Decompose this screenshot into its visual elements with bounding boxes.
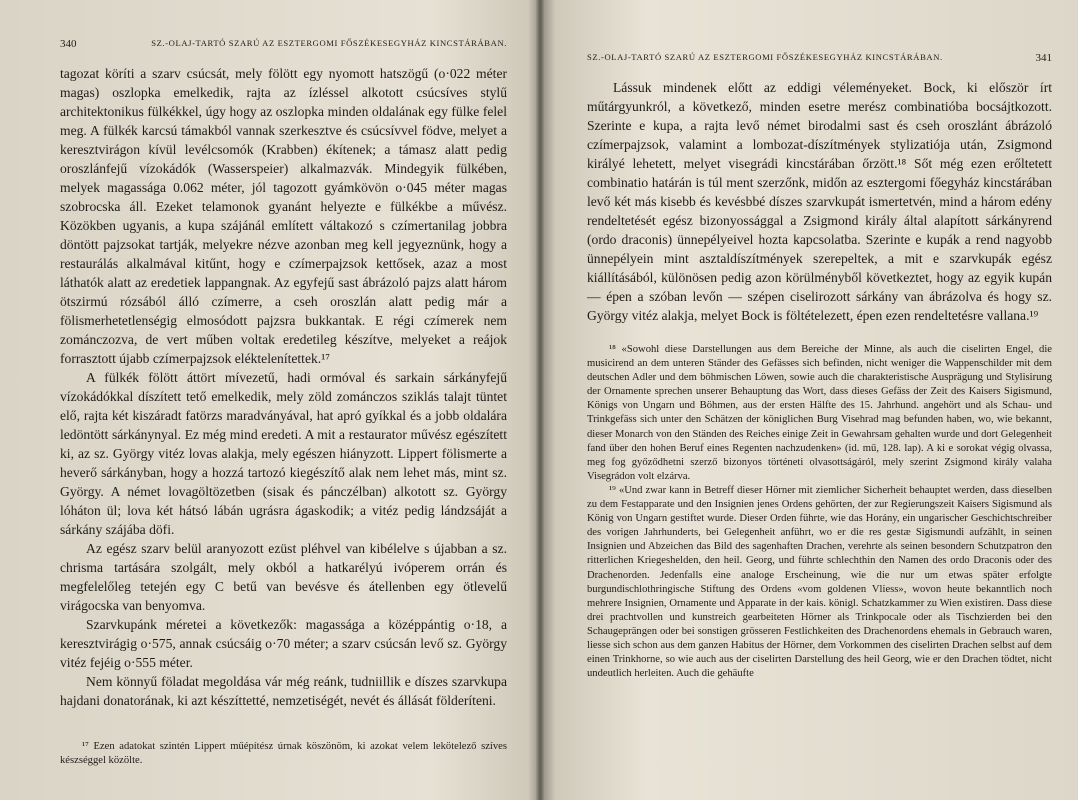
running-head — [60, 38, 507, 50]
body-text — [60, 64, 507, 710]
paragraph: Lássuk mindenek előtt az eddigi véleményeket. Bock, ki először írt műtárgyunkról, a következő, minden esetre merész combinatióba bocsájtkozott. Szerinte e kupa, a rajta levő német birodalmi sast és cseh oroszlánt ábrázoló czímerpajzsok, valamint a lombozat-díszítmények stylizatiója után, Zsigmond királyé lehetett, melyet visegrádi kincstárában őrzött.¹⁸ Sőt még ezen erőltetett combinatio határán is túl ment szerzőnk, midőn az esztergomi főegyház kincstárában levő két más kisebb és kevésbbé díszes szarvkupát ismertetvén, mind a három edény rendeltetését egész bizonyossággal a Zsigmond király által alapított sárkányrend (ordo draconis) ünnepélyeivel hozta kapcsolatba. Szerinte e kupák a rend nagyobb ünnepélyein mint asztaldíszítmények szerepeltek, a mit e szarvkupák egész kiállításából, különösen pedig azon körülményből következtet, hogy az egyik kupán — épen a szóban levőn — szépen ciselirozott sárkány van ábrázolva és hogy sz. György vitéz alakja, melyet Bock is föltételezett, épen ezen rendeltetésre vallana.¹⁹ — [587, 80, 1052, 323]
page-number: 341 — [1035, 52, 1052, 64]
paragraph: A fülkék fölött áttört mívezetű, hadi ormóval és sarkain sárkányfejű vízokádókkal díszített tető emelkedik, mely zöld zománczos sziklás talajt tüntet elő, rajta két kiszáradt fatörzs maradványával, hat apró gyíkkal és a jobb oldalára ledöntött sárkánynyal. Ez még mind eredeti. A mit a restaurator művész egészített ki, az sz. György vitéz lovas alakja, mely egészen hiányzott. Lippert fölismerte a heverő sárkányban, hogy a hozzá tartozó kiegészítő alak nem lehet más, mint sz. György. A német lovagöltözetben (sisak és pánczélban) alkotott sz. György lóháton ül; lova két hátsó lábán ugrásra ágaskodik; a vitéz pedig lándzsáját a sárkány szájába döfi. — [60, 370, 507, 537]
paragraph: tagozat köríti a szarv csúcsát, mely fölött egy nyomott hatszögű (o·022 méter magas) oszlopka emelkedik, rajta az ízléssel alkotott csúcsíves stylű architektonikus fülkékkel, úgy hogy az oszlopka minden oldalának egy fülke felel meg. A fülkék karcsú támakból vannak szerkesztve és csúcsívvel födve, melyet a keresztvirágon kívül levélcsomók (Krabben) ékítenek; a támasz alatt pedig oroszlánfejű vízokádók (Wasserspeier) alkalmazvák. Mindegyik fülkében, melyek magassága 0.062 méter, jól tagozott gyámkövön o·045 méter magas szobrocska áll. Ezeket telamonok gyanánt helyezte e fülkékbe a művész. Közökben ugyanis, a kupa szájánál említett váltakozó s czímertanilag jobbra döntött pajzsokat tartják, melyekre nézve azonban meg kell jegyeznünk, hogy a restaurálás alkalmával kitűnt, hogy e czímerpajzsok kettősek, azaz a most láthatók alatt az eredetiek lappangnak. Az egyfejű sast ábrázoló pajzs alatt három ötszirmú rózsából álló czímerre, a cseh oroszlán alatt pedig már a fölismerhetetlenségig elmosódott pajzsra bukkantak. E régi czímerek nem zománczozva, de vert műben voltak eredetileg készítve, melyeket a reájok forrasztott újabb czímerpajzsok eléktelenítettek.¹⁷ — [60, 66, 507, 366]
left-page — [0, 0, 535, 800]
page-number: 340 — [60, 38, 77, 50]
footnote: ¹⁹ «Und zwar kann in Betreff dieser Hörner mit ziemlicher Sicherheit behauptet werden, dass dieselben zu dem Festapparate und den Insignien jenes Ordens gehörten, der zur Regierungszeit Kaisers Sigismund als König von Ungarn gestiftet wurde. Dieser Orden führte, wie das Horány, ein ungarischer Geschichtschreiber des vorigen Jahrhunderts, bei Gelegenheit anführt, wo er die res gestæ Sigismundi aufzählt, in seinen Insignien und Abzeichen das Bild des sagenhaften Drachen, verehrte als seinen besondern Schutzpatron den ritterlichen Kriegeshelden, den heil. Georg, und führte schlechthin den Namen des ordo Draconis oder des Drachenorden. Jedenfalls eine analoge Erscheinung, wie die nur um etwas später erfolgte burgundischlothringische Stiftung des Ordens «vom goldenen Vliess», wovon heute bekanntlich noch mehrere Insignien, Ornamente und Apparate in der kais. königl. Schatzkammer zu Wien existiren. Dass diese drei prachtvollen und kunstreich gearbeiteten Hörner als Trinkpocale oder als Tischzierden bei den Schaugeprängen oder bei sonstigen grösseren Festlichkeiten des Drachenordens ehemals in Gebrauch waren, liesse sich schon aus dem ganzen Habitus der Hörner, dem Vorkommen des ciselirten Drachen selbst auf dem einen Trinkhorne, so wie auch aus der ciselirten Darstellung des heil Georg, wie er den Drachen tödtet, nicht undeutlich herleiten. Auch die gehäufte — [587, 484, 1052, 680]
running-head-title: SZ.-OLAJ-TARTÓ SZARÚ AZ ESZTERGOMI FŐSZÉKESEGYHÁZ KINCSTÁRÁBAN. — [587, 52, 943, 62]
footnote: ¹⁷ Ezen adatokat szintén Lippert műépítész úrnak köszönöm, ki azokat velem lekötelező szíves készséggel közölte. — [60, 741, 507, 767]
body-text — [587, 78, 1052, 325]
paragraph: Nem könnyű föladat megoldása vár még reánk, tudniillik e díszes szarvkupa hajdani donatorának, ki azt készíttetté, nemzetiségét, nevét és állását földeríteni. — [60, 674, 507, 708]
footnote: ¹⁸ «Sowohl diese Darstellungen aus dem Bereiche der Minne, als auch die ciselirten Engel, die musicirend an dem unteren Ständer des Gefässes sich befinden, nicht weniger die Wappenschilder mit dem deutschen Adler und dem böhmischen Löwen, sowie auch die charakteristische Ausprägung und Stylisirung der Ornamente sprechen unserer Behauptung das Wort, dass dieses Gefäss der Zeit des Kaisers Sigismund, Königs von Ungarn und Böhmen, aus der ersten Hälfte des 15. Jahrhund. angehört und als Schau- und Trinkgefäss sich unter den Schätzen der königlichen Burg Visehrad mag befunden haben, wo, wie bekannt, dieser Monarch von den Ständen des Reiches einige Zeit in Gewahrsam gehalten wurde und dort Gelegenheit fand über den hohen Beruf eines Regenten nachzudenken» (id. mű, 128. lap). A ki e sorokat végig olvassa, meg fog győződhetni szerző bizonyos történeti olvasottságáról, mely szerint Zsigmond király valaha Visegrádon volt elzárva. — [587, 344, 1052, 482]
footnotes — [60, 740, 507, 768]
footnotes — [587, 343, 1052, 681]
gutter-crease — [536, 0, 544, 800]
paragraph: Az egész szarv belül aranyozott ezüst pléhvel van kibélelve s újabban a sz. chrisma tartására szolgált, mely okból a hatkarélyú ivóperem orrán és megfelelőleg tetején egy C betű van bevésve és átellenben egy ötlevelű virágocska van benyomva. — [60, 541, 507, 613]
running-head-title: SZ.-OLAJ-TARTÓ SZARÚ AZ ESZTERGOMI FŐSZÉKESEGYHÁZ KINCSTÁRÁBAN. — [151, 38, 507, 48]
right-page — [545, 0, 1078, 800]
running-head — [587, 52, 1052, 64]
paragraph: Szarvkupánk méretei a következők: magassága a középpántig o·18, a keresztvirágig o·575, annak csúcsáig o·70 méter; a szarv csúcsán levő sz. György vitéz fejéig o·555 méter. — [60, 617, 507, 670]
